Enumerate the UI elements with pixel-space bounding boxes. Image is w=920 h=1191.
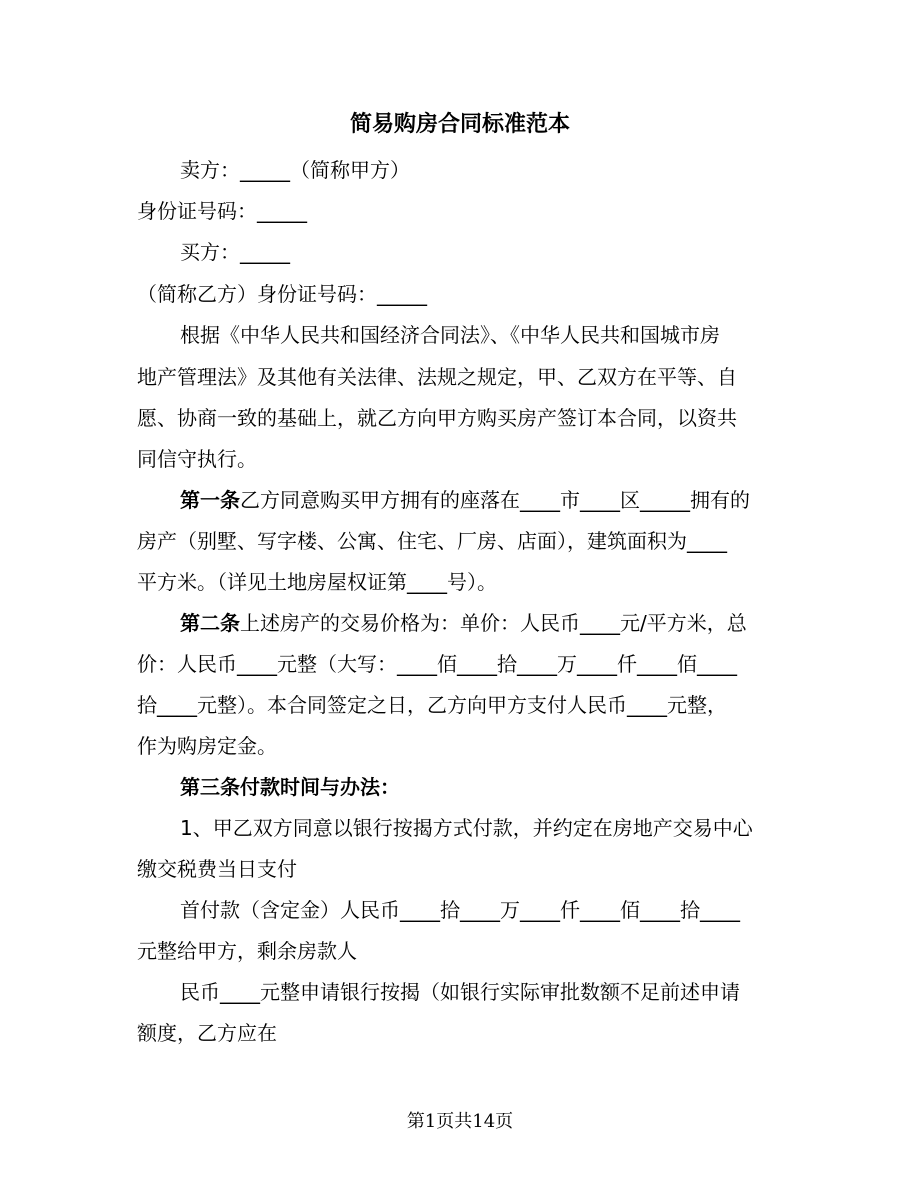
article-2-line-2: 价：人民币____元整（大写：____佰____拾____万____仟____佰____: [137, 652, 737, 676]
article-2-line-3: 拾____元整）。本合同签定之日，乙方向甲方支付人民币____元整，: [137, 693, 727, 717]
article-2-text: 上述房产的交易价格为：单价：人民币____元/平方米，总: [240, 611, 747, 635]
seller-id-line: 身份证号码：_____: [137, 199, 307, 223]
buyer-id-line: （简称乙方）身份证号码：_____: [137, 282, 427, 306]
intro-line-2: 地产管理法》及其他有关法律、法规之规定，甲、乙双方在平等、自: [137, 365, 737, 389]
article-1-line-1: [180, 487, 790, 513]
article-3-heading: 第三条付款时间与办法：: [180, 775, 400, 799]
intro-line-3: 愿、协商一致的基础上，就乙方向甲方购买房产签订本合同，以资共: [137, 406, 737, 430]
article-1-line-3: 平方米。（详见土地房屋权证第____号）。: [137, 570, 497, 594]
article-1-heading: 第一条: [180, 488, 240, 512]
item-1-line-2: 缴交税费当日支付: [137, 857, 297, 881]
item-1-line-1: 1、甲乙双方同意以银行按揭方式付款，并约定在房地产交易中心: [180, 816, 753, 840]
down-payment-line-2: 元整给甲方，剩余房款人: [137, 939, 357, 963]
loan-line-1: 民币____元整申请银行按揭（如银行实际审批数额不足前述申请: [180, 980, 740, 1004]
intro-line-4: 同信守执行。: [137, 447, 257, 471]
page-footer: 第1页共14页: [406, 1111, 514, 1132]
article-2-heading: 第二条: [180, 611, 240, 635]
document-title: 简易购房合同标准范本: [349, 112, 570, 137]
article-2-line-4: 作为购房定金。: [137, 734, 277, 758]
article-2-line-1: [180, 610, 790, 636]
intro-line-1: 根据《中华人民共和国经济合同法》、《中华人民共和国城市房: [180, 323, 720, 347]
loan-line-2: 额度，乙方应在: [137, 1021, 277, 1045]
seller-line: 卖方：_____（简称甲方）: [180, 158, 410, 182]
article-1-text: 乙方同意购买甲方拥有的座落在____市____区_____拥有的: [240, 488, 750, 512]
buyer-line: 买方：_____: [180, 240, 290, 264]
down-payment-line-1: 首付款（含定金）人民币____拾____万____仟____佰____拾____: [180, 898, 740, 922]
article-1-line-2: 房产（别墅、写字楼、公寓、住宅、厂房、店面），建筑面积为____: [137, 529, 727, 553]
